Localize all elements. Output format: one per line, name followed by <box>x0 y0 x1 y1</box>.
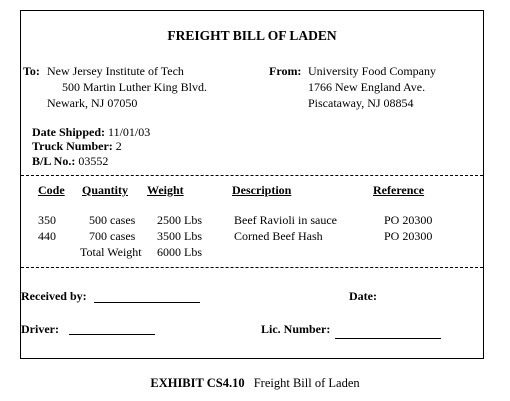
date-shipped <box>32 125 150 140</box>
row-2-description: Corned Beef Hash <box>234 229 323 243</box>
bl-number <box>32 154 108 169</box>
divider-bottom <box>21 267 483 268</box>
row-1-weight: 2500 Lbs <box>157 213 202 227</box>
date-shipped-value: 11/01/03 <box>108 125 151 139</box>
total-weight-label: Total Weight <box>80 245 142 259</box>
exhibit-caption-text: Freight Bill of Laden <box>253 376 360 390</box>
to-line-2: 500 Martin Luther King Blvd. <box>62 80 207 94</box>
date-label: Date: <box>349 289 377 303</box>
lic-number-line <box>335 338 441 339</box>
document-title: FREIGHT BILL OF LADEN <box>167 28 337 43</box>
header-description: Description <box>232 183 292 197</box>
divider-top <box>21 175 483 176</box>
row-2-weight: 3500 Lbs <box>157 229 202 243</box>
header-weight: Weight <box>147 183 184 197</box>
from-label: From: <box>269 64 302 78</box>
truck-number-label: Truck Number: <box>32 139 113 153</box>
row-1-description: Beef Ravioli in sauce <box>234 213 337 227</box>
to-label: To: <box>23 64 40 78</box>
row-1-code: 350 <box>38 213 56 227</box>
to-line-3: Newark, NJ 07050 <box>47 96 138 110</box>
exhibit-caption <box>0 376 510 391</box>
truck-number <box>32 139 122 154</box>
to-line-1: New Jersey Institute of Tech <box>47 64 184 78</box>
exhibit-caption-label: EXHIBIT CS4.10 <box>150 376 245 390</box>
truck-number-value: 2 <box>115 139 122 153</box>
total-weight-value: 6000 Lbs <box>157 245 202 259</box>
row-2-quantity: 700 cases <box>89 229 136 243</box>
header-code: Code <box>38 183 65 197</box>
freight-bill-document <box>20 10 484 359</box>
row-1-reference: PO 20300 <box>384 213 433 227</box>
driver-label: Driver: <box>21 322 59 336</box>
received-by-signature-line <box>94 302 200 303</box>
from-line-3: Piscataway, NJ 08854 <box>308 96 414 110</box>
row-2-code: 440 <box>38 229 56 243</box>
header-reference: Reference <box>373 183 425 197</box>
header-quantity: Quantity <box>82 183 129 197</box>
bl-number-label: B/L No.: <box>32 154 76 168</box>
from-line-2: 1766 New England Ave. <box>308 80 426 94</box>
received-by-label: Received by: <box>21 289 87 303</box>
from-line-1: University Food Company <box>308 64 436 78</box>
bl-number-value: 03552 <box>78 154 109 168</box>
row-2-reference: PO 20300 <box>384 229 433 243</box>
row-1-quantity: 500 cases <box>89 213 136 227</box>
date-shipped-label: Date Shipped: <box>32 125 106 139</box>
lic-number-label: Lic. Number: <box>261 322 331 336</box>
driver-signature-line <box>69 334 155 335</box>
